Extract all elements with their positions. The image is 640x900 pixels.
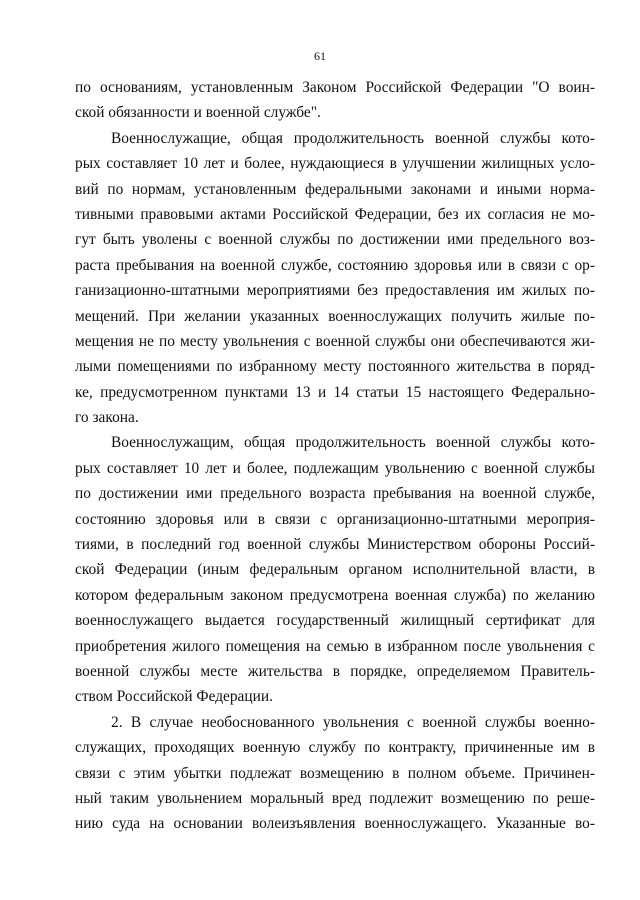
text-line: котором федеральным законом предусмотрена военная служба) по желанию (75, 586, 595, 604)
text-line: служащих, проходящих военную службу по контракту, причиненные им в (75, 739, 595, 757)
text-line: по достижении ими предельного возраста пребывания на военной службе, (75, 485, 595, 503)
text-line: ством Российской Федерации. (75, 688, 273, 706)
text-line: Военнослужащие, общая продолжительность военной службы кото- (111, 129, 595, 147)
text-line: тивными правовыми актами Российской Федерации, без их согласия не мо- (75, 205, 595, 223)
text-line: приобретения жилого помещения на семью в избранном после увольнения с (75, 637, 595, 655)
text-line: связи с этим убытки подлежат возмещению в полном объеме. Причинен- (75, 764, 595, 782)
text-line: лыми помещениями по избранному месту постоянного жительства в поряд- (75, 358, 595, 376)
text-line: рых составляет 10 лет и более, подлежащим увольнению с военной службы (75, 459, 595, 477)
text-line: по основаниям, установленным Законом Российской Федерации "О воин- (75, 79, 595, 96)
text-line: ской Федерации (иным федеральным органом исполнительной власти, в (75, 561, 595, 579)
text-line: мещений. При желании указанных военнослужащих получить жилые по- (75, 307, 595, 325)
text-line: раста пребывания на военной службе, состоянию здоровья или в связи с ор- (75, 256, 595, 274)
page-number: 61 (314, 49, 326, 63)
text-line: мещения не по месту увольнения с военной службы они обеспечиваются жи- (75, 332, 595, 350)
body-text (75, 75, 595, 837)
text-line: военной службы месте жительства в порядке, определяемом Правитель- (75, 662, 595, 680)
text-line: нию суда на основании волеизъявления военнослужащего. Указанные во- (75, 815, 595, 833)
text-line: Военнослужащим, общая продолжительность военной службы кото- (111, 434, 595, 452)
text-line: рых составляет 10 лет и более, нуждающиеся в улучшении жилищных усло- (75, 155, 595, 173)
text-line: военнослужащего выдается государственный жилищный сертификат для (75, 612, 595, 630)
text-line: ской обязанности и военной службе". (75, 104, 321, 122)
text-line: 2. В случае необоснованного увольнения с военной службы военно- (111, 713, 595, 731)
text-line: вий по нормам, установленным федеральными законами и иными норма- (75, 180, 595, 198)
text-line: состоянию здоровья или в связи с организационно-штатными мероприя- (75, 510, 595, 528)
text-line: го закона. (75, 409, 139, 427)
text-line: ке, предусмотренном пунктами 13 и 14 статьи 15 настоящего Федерально- (75, 383, 595, 401)
text-line: ганизационно-штатными мероприятиями без предоставления им жилых по- (75, 282, 595, 300)
text-line: гут быть уволены с военной службы по достижении ими предельного воз- (75, 231, 595, 249)
text-line: ный таким увольнением моральный вред подлежит возмещению по реше- (75, 789, 595, 807)
text-line: тиями, в последний год военной службы Министерством обороны Россий- (75, 536, 595, 554)
